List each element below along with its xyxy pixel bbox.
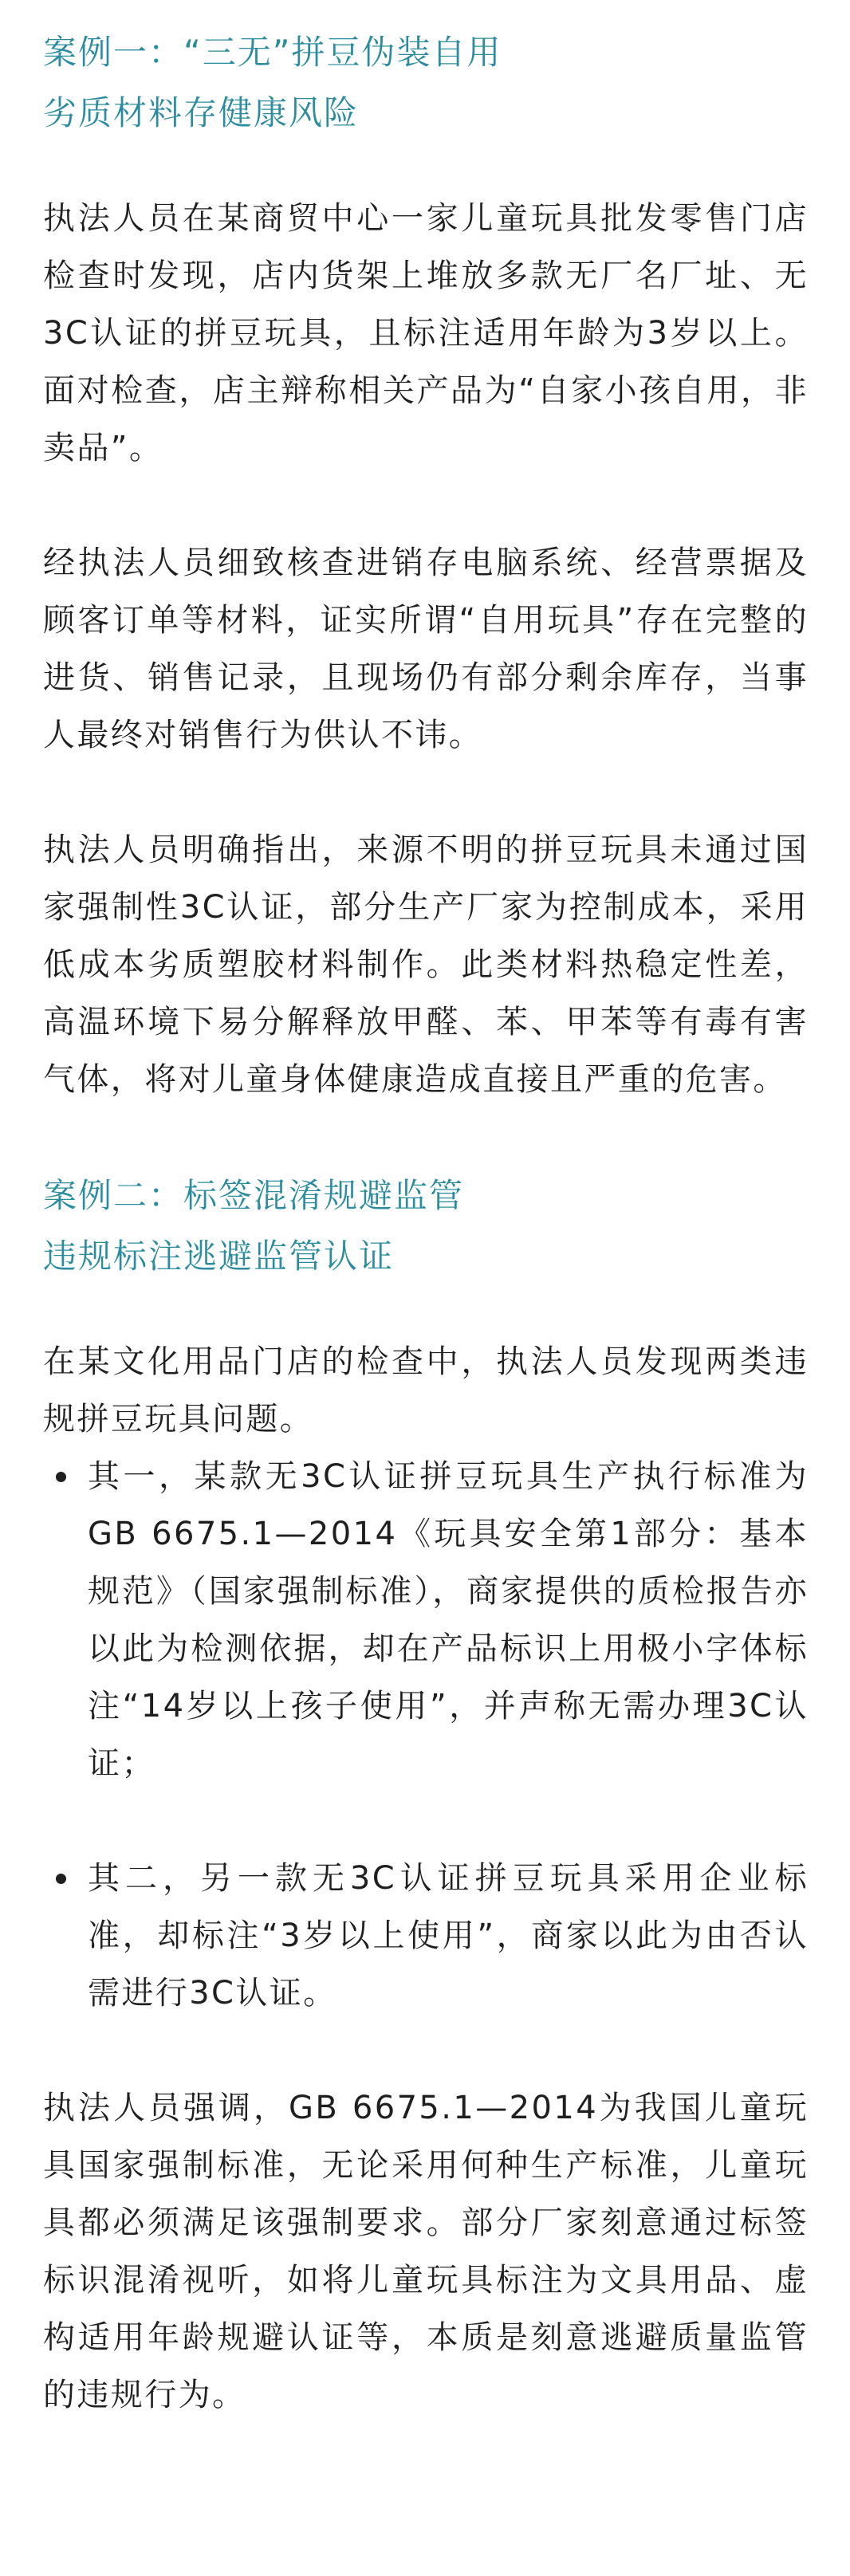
case2-heading — [43, 1166, 809, 1287]
case1-heading — [43, 22, 809, 144]
list-item — [43, 1448, 809, 1792]
case2-intro: 在某文化用品门店的检查中，执法人员发现两类违规拼豆玩具问题。 — [43, 1343, 809, 1437]
case2-conclusion: 执法人员强调，GB 6675.1—2014为我国儿童玩具国家强制标准，无论采用何种生产标准，儿童玩具都必须满足该强制要求。部分厂家刻意通过标签标识混淆视听，如将儿童玩具标注为文具用品、虚构适用年龄规避认证等，本质是刻意逃避质量监管的违规行为。 — [43, 2090, 809, 2413]
list-item — [43, 1850, 809, 2022]
case2-heading-line1: 案例二：标签混淆规避监管 — [43, 1176, 465, 1215]
case1-heading-line2: 劣质材料存健康风险 — [43, 93, 360, 132]
case2-heading-line2: 违规标注逃避监管认证 — [43, 1237, 395, 1276]
case1-heading-line1: 案例一：“三无”拼豆伪装自用 — [43, 33, 502, 72]
case1-paragraph-2: 经执法人员细致核查进销存电脑系统、经营票据及顾客订单等材料，证实所谓“自用玩具”存在完整的进货、销售记录，且现场仍有部分剩余库存，当事人最终对销售行为供认不讳。 — [43, 545, 809, 753]
bullet-dot-icon — [56, 1874, 66, 1884]
bullet-text: 其二，另一款无3C认证拼豆玩具采用企业标准，却标注“3岁以上使用”，商家以此为由否认需进行3C认证。 — [88, 1860, 809, 2012]
case2-bullet-list — [43, 1448, 809, 2022]
case1-paragraph-1: 执法人员在某商贸中心一家儿童玩具批发零售门店检查时发现，店内货架上堆放多款无厂名厂址、无3C认证的拼豆玩具，且标注适用年龄为3岁以上。面对检查，店主辩称相关产品为“自家小孩自用，非卖品”。 — [43, 200, 809, 466]
case1-paragraph-3: 执法人员明确指出，来源不明的拼豆玩具未通过国家强制性3C认证，部分生产厂家为控制成本，采用低成本劣质塑胶材料制作。此类材料热稳定性差，高温环境下易分解释放甲醛、苯、甲苯等有毒有害气体，将对儿童身体健康造成直接且严重的危害。 — [43, 832, 809, 1098]
bullet-text: 其一，某款无3C认证拼豆玩具生产执行标准为GB 6675.1—2014《玩具安全第1部分：基本规范》（国家强制标准），商家提供的质检报告亦以此为检测依据，却在产品标识上用极小字体标注“14岁以上孩子使用”，并声称无需办理3C认证； — [88, 1458, 809, 1782]
bullet-dot-icon — [56, 1472, 66, 1482]
